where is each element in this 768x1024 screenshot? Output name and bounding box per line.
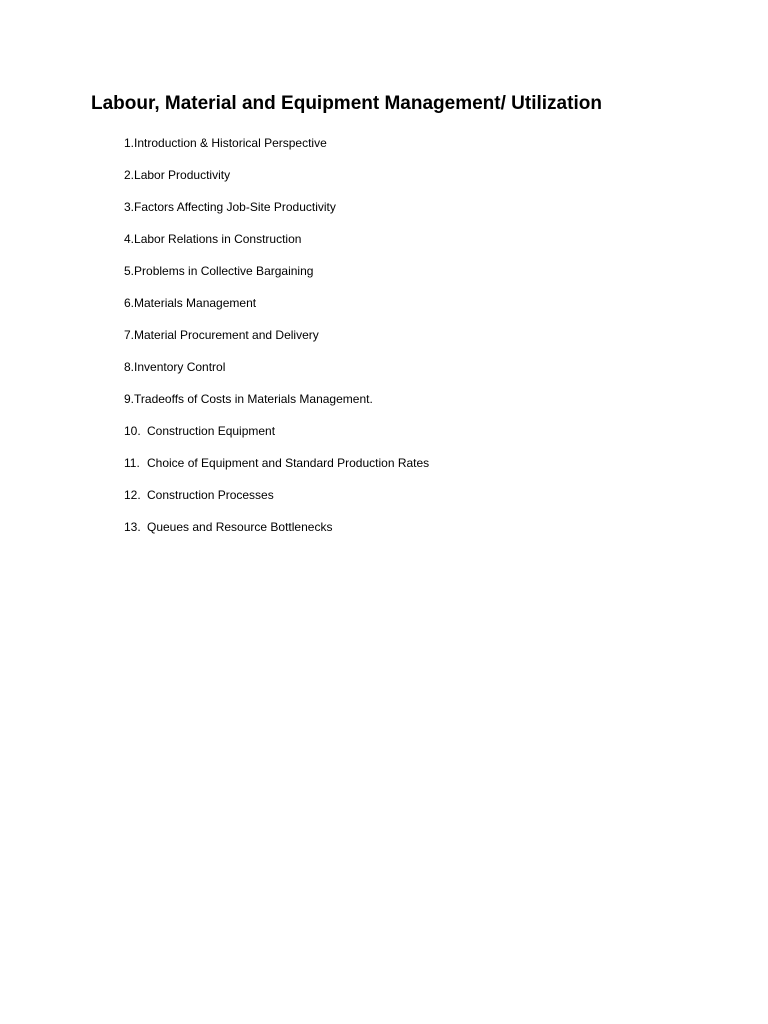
list-item-text: Introduction & Historical Perspective: [134, 136, 327, 150]
list-item-number: 13.: [124, 520, 141, 534]
list-item-number: 2.: [124, 168, 135, 182]
list-item-number: 4.: [124, 232, 135, 246]
list-item-number: 12.: [124, 488, 141, 502]
list-item: [124, 292, 429, 324]
list-item-text: Material Procurement and Delivery: [134, 328, 319, 342]
list-item-text: Construction Equipment: [147, 424, 276, 438]
list-item-text: Materials Management: [134, 296, 257, 310]
list-item: [124, 196, 429, 228]
list-item-number: 6.: [124, 296, 135, 310]
list-item-text: Choice of Equipment and Standard Production Rates: [147, 456, 430, 470]
list-item: [124, 452, 429, 484]
list-item: [124, 324, 429, 356]
topic-list: [124, 132, 429, 548]
list-item-text: Construction Processes: [147, 488, 274, 502]
list-item: [124, 356, 429, 388]
list-item-number: 3.: [124, 200, 135, 214]
list-item-text: Labor Relations in Construction: [134, 232, 302, 246]
list-item: [124, 420, 429, 452]
list-item: [124, 132, 429, 164]
list-item-number: 9.: [124, 392, 135, 406]
list-item: [124, 388, 429, 420]
list-item: [124, 260, 429, 292]
document-title: Labour, Material and Equipment Management/ Utilization: [91, 93, 602, 114]
list-item-text: Labor Productivity: [134, 168, 231, 182]
list-item-text: Tradeoffs of Costs in Materials Management.: [134, 392, 373, 406]
list-item-text: Inventory Control: [134, 360, 226, 374]
list-item-number: 5.: [124, 264, 135, 278]
list-item-text: Problems in Collective Bargaining: [134, 264, 314, 278]
list-item: [124, 164, 429, 196]
list-item: [124, 484, 429, 516]
list-item-number: 10.: [124, 424, 141, 438]
list-item-number: 7.: [124, 328, 135, 342]
list-item-text: Queues and Resource Bottlenecks: [147, 520, 333, 534]
list-item: [124, 516, 429, 548]
list-item: [124, 228, 429, 260]
list-item-text: Factors Affecting Job-Site Productivity: [134, 200, 336, 214]
list-item-number: 8.: [124, 360, 135, 374]
list-item-number: 1.: [124, 136, 135, 150]
list-item-number: 11.: [124, 456, 140, 470]
